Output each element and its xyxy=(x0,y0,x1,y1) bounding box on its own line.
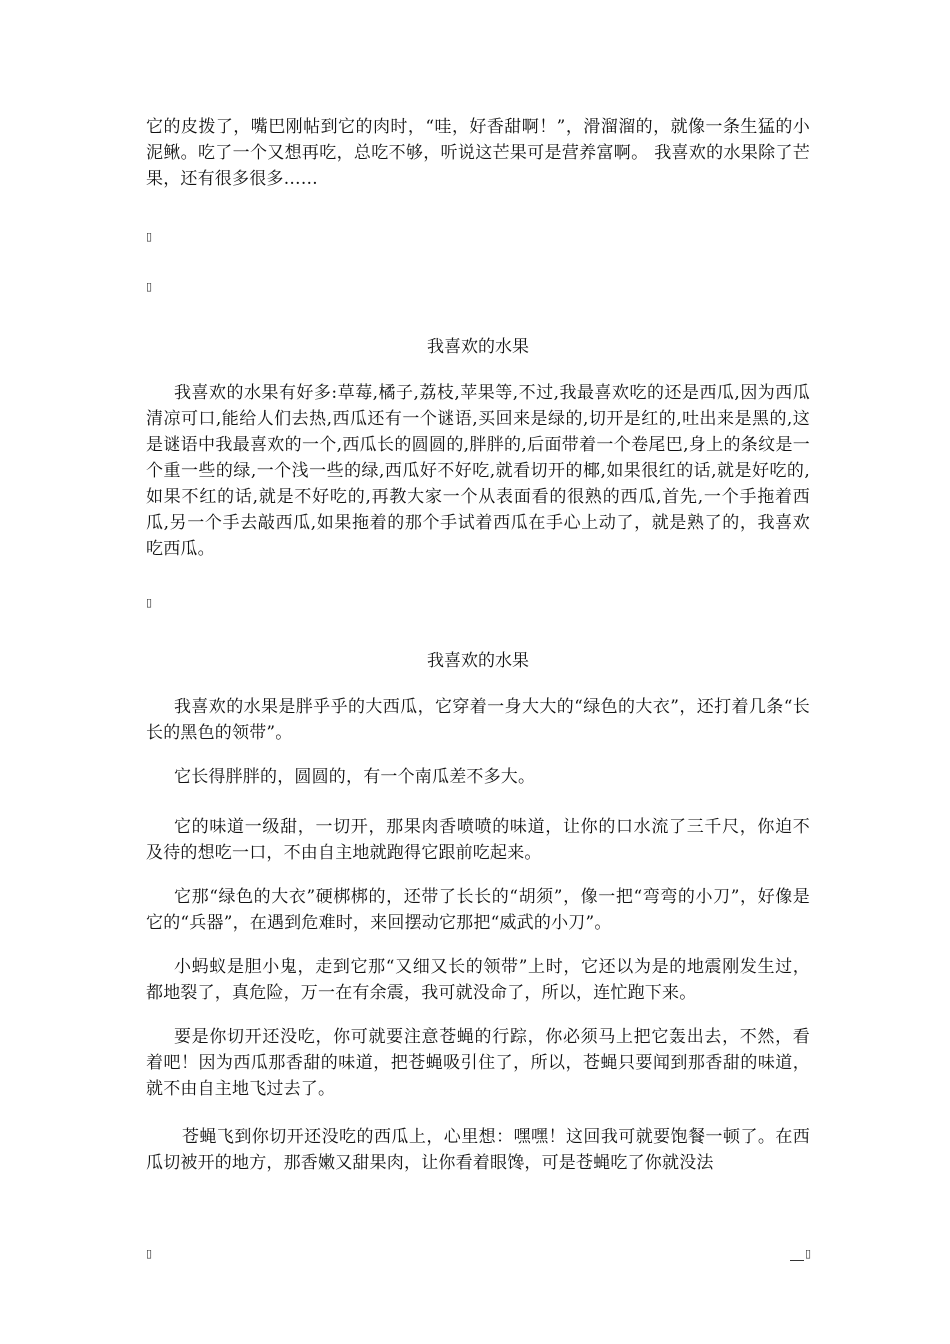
essay-title: 我喜欢的水果 xyxy=(427,651,529,671)
essay-paragraph: 我喜欢的水果是胖乎乎的大西瓜，它穿着一身大大的“绿色的大衣”，还打着几条“长长的黑色的领带”。 xyxy=(146,697,810,743)
essay-paragraph: 它长得胖胖的，圆圆的，有一个南瓜差不多大。 xyxy=(174,767,536,787)
placeholder-glyph: ▯ xyxy=(146,230,153,243)
intro-paragraph: 它的皮拨了，嘴巴刚帖到它的肉时，“哇，好香甜啊！”，滑溜溜的，就像一条生猛的小泥鳅。吃了一个又想再吃，总吃不够，听说这芒果可是营养富啊。 我喜欢的水果除了芒果，还有很多很多…… xyxy=(146,117,810,189)
placeholder-glyph: ▯ xyxy=(146,596,153,609)
essay-paragraph: 它的味道一级甜，一切开，那果肉香喷喷的味道，让你的口水流了三千尺，你迫不及待的想吃一口，不由自主地就跑得它跟前吃起来。 xyxy=(146,817,810,863)
footer-underline xyxy=(790,1250,804,1261)
placeholder-glyph: ▯ xyxy=(146,280,153,293)
essay-paragraph: 苍蝇飞到你切开还没吃的西瓜上，心里想：嘿嘿！这回我可就要饱餐一顿了。在西瓜切被开的地方，那香嫩又甜果肉，让你看着眼馋，可是苍蝇吃了你就没法 xyxy=(146,1127,810,1173)
essay-paragraph: 它那“绿色的大衣”硬梆梆的，还带了长长的“胡须”，像一把“弯弯的小刀”，好像是它的“兵器”，在遇到危难时，来回摆动它那把“威武的小刀”。 xyxy=(146,887,810,933)
essay-paragraph: 小蚂蚁是胆小鬼，走到它那“又细又长的领带”上时，它还以为是的地震刚发生过，都地裂了，真危险，万一在有余震，我可就没命了，所以，连忙跑下来。 xyxy=(146,957,810,1003)
footer-right-glyph: ▯ xyxy=(805,1247,812,1260)
footer-right-mark xyxy=(790,1247,811,1261)
footer-left-glyph: ▯ xyxy=(146,1247,153,1260)
essay-paragraph: 我喜欢的水果有好多:草莓,橘子,荔枝,苹果等,不过,我最喜欢吃的还是西瓜,因为西瓜清凉可口,能给人们去热,西瓜还有一个谜语,买回来是绿的,切开是红的,吐出来是黑的,这是谜语中我最喜欢的一个,西瓜长的圆圆的,胖胖的,后面带着一个卷尾巴,身上的条纹是一个重一些的绿,一个浅一些的绿,西瓜好不好吃,就看切开的椰,如果很红的话,就是好吃的,如果不红的话,就是不好吃的,再教大家一个从表面看的很熟的西瓜,首先,一个手拖着西瓜,另一个手去敲西瓜,如果拖着的那个手试着西瓜在手心上动了，就是熟了的，我喜欢吃西瓜。 xyxy=(146,383,810,559)
essay-paragraph: 要是你切开还没吃，你可就要注意苍蝇的行踪，你必须马上把它轰出去，不然，看着吧！因为西瓜那香甜的味道，把苍蝇吸引住了，所以，苍蝇只要闻到那香甜的味道，就不由自主地飞过去了。 xyxy=(146,1027,810,1099)
essay-title: 我喜欢的水果 xyxy=(427,337,529,357)
